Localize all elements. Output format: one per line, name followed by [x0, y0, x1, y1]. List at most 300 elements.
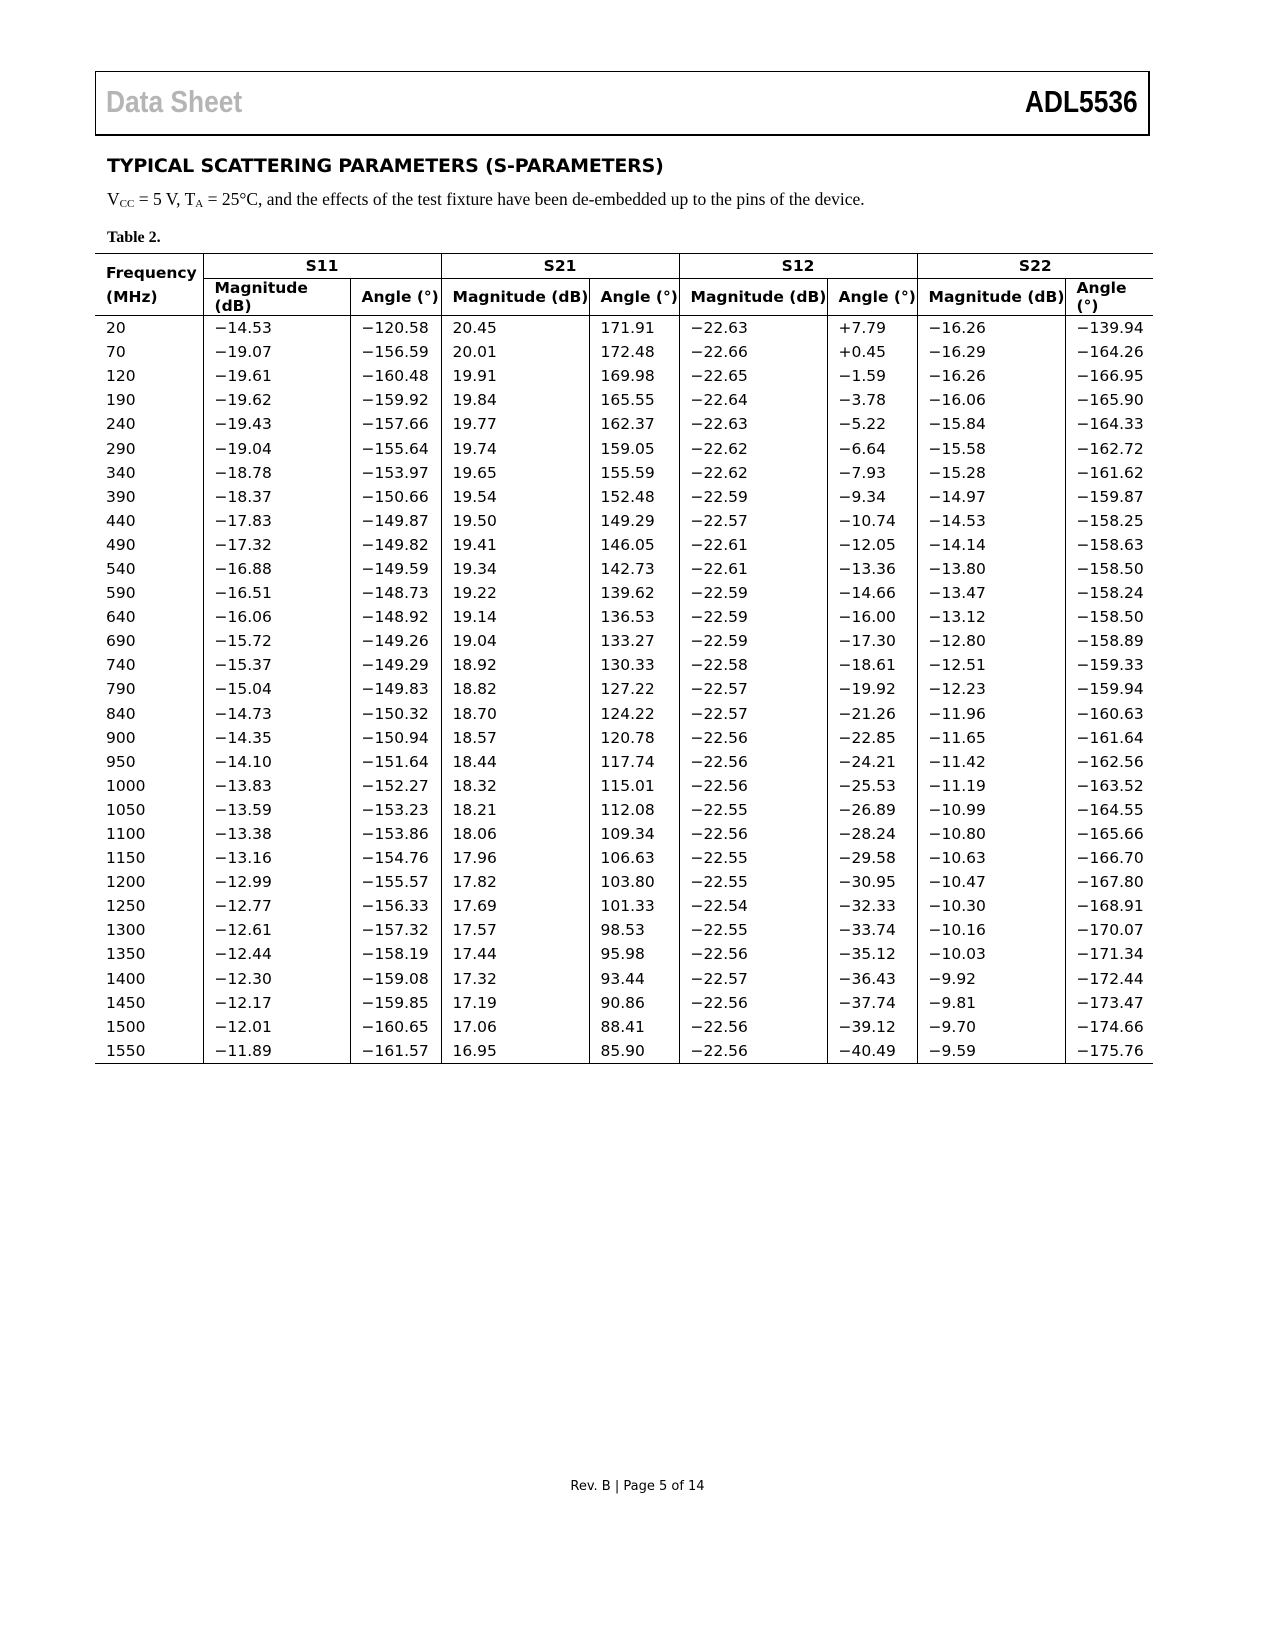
s22-magnitude-cell: −15.28: [917, 461, 1065, 485]
s11-angle-cell: −159.92: [350, 388, 441, 412]
s12-magnitude-cell: −22.62: [679, 461, 827, 485]
s22-angle-cell: −162.72: [1065, 436, 1153, 460]
s21-angle-cell: 88.41: [589, 1015, 679, 1039]
s12-angle-cell: −16.00: [827, 605, 917, 629]
s12-magnitude-cell: −22.63: [679, 316, 827, 341]
table-row: [95, 412, 1153, 436]
s21-magnitude-cell: 19.14: [441, 605, 589, 629]
s21-angle-cell: 127.22: [589, 677, 679, 701]
s21-angle-cell: 85.90: [589, 1039, 679, 1064]
s22-angle-cell: −164.55: [1065, 798, 1153, 822]
s22-angle-cell: −162.56: [1065, 750, 1153, 774]
s12-magnitude-cell: −22.55: [679, 798, 827, 822]
table-row: [95, 581, 1153, 605]
s21-magnitude-cell: 17.69: [441, 894, 589, 918]
s12-angle-cell: −33.74: [827, 918, 917, 942]
frequency-cell: 950: [106, 752, 136, 771]
header-doc-type: Data Sheet: [106, 84, 243, 119]
s12-magnitude-cell: −22.56: [679, 991, 827, 1015]
s11-angle-cell: −152.27: [350, 774, 441, 798]
s11-magnitude-cell: −13.83: [203, 774, 350, 798]
s22-angle-cell: −174.66: [1065, 1015, 1153, 1039]
s21-angle-cell: 109.34: [589, 822, 679, 846]
s22-angle-cell: −159.87: [1065, 485, 1153, 509]
group-header-s21: S21: [441, 254, 679, 279]
s12-magnitude-cell: −22.55: [679, 918, 827, 942]
s21-magnitude-cell: 17.82: [441, 870, 589, 894]
s11-magnitude-cell: −14.53: [203, 316, 350, 341]
s21-magnitude-cell: 19.41: [441, 533, 589, 557]
s12-angle-cell: −35.12: [827, 942, 917, 966]
frequency-cell: 840: [106, 704, 136, 723]
s21-angle-cell: 130.33: [589, 653, 679, 677]
s21-magnitude-cell: 17.57: [441, 918, 589, 942]
group-header-s22: S22: [917, 254, 1153, 279]
s12-magnitude-cell: −22.62: [679, 436, 827, 460]
s21-angle-cell: 95.98: [589, 942, 679, 966]
frequency-cell: 1450: [106, 993, 146, 1012]
s12-magnitude-header: Magnitude (dB): [679, 279, 827, 316]
frequency-header: [95, 254, 203, 316]
page-header: [95, 71, 1150, 136]
s12-magnitude-cell: −22.56: [679, 726, 827, 750]
s12-magnitude-cell: −22.55: [679, 870, 827, 894]
table-row: [95, 726, 1153, 750]
frequency-cell: 190: [106, 391, 136, 410]
s12-angle-cell: −26.89: [827, 798, 917, 822]
s11-magnitude-header: Magnitude (dB): [203, 279, 350, 316]
frequency-header-line1: Frequency: [106, 263, 197, 282]
table-row: [95, 967, 1153, 991]
s12-angle-cell: −40.49: [827, 1039, 917, 1064]
s21-angle-cell: 172.48: [589, 340, 679, 364]
s12-magnitude-cell: −22.57: [679, 677, 827, 701]
s22-angle-cell: −158.25: [1065, 509, 1153, 533]
s22-magnitude-cell: −9.59: [917, 1039, 1065, 1064]
s12-angle-cell: −21.26: [827, 702, 917, 726]
s21-angle-cell: 133.27: [589, 629, 679, 653]
s22-magnitude-cell: −14.97: [917, 485, 1065, 509]
frequency-cell: 540: [106, 559, 136, 578]
frequency-cell: 790: [106, 680, 136, 699]
s21-magnitude-cell: 18.44: [441, 750, 589, 774]
s11-magnitude-cell: −13.59: [203, 798, 350, 822]
s11-angle-cell: −156.59: [350, 340, 441, 364]
frequency-cell: 590: [106, 584, 136, 603]
group-header-s11: S11: [203, 254, 441, 279]
s21-angle-cell: 142.73: [589, 557, 679, 581]
s22-magnitude-cell: −12.23: [917, 677, 1065, 701]
s12-angle-cell: −7.93: [827, 461, 917, 485]
s21-angle-cell: 117.74: [589, 750, 679, 774]
s21-magnitude-cell: 16.95: [441, 1039, 589, 1064]
s22-magnitude-cell: −10.99: [917, 798, 1065, 822]
table-row: [95, 774, 1153, 798]
s11-angle-cell: −149.26: [350, 629, 441, 653]
s22-magnitude-cell: −9.70: [917, 1015, 1065, 1039]
s22-angle-cell: −167.80: [1065, 870, 1153, 894]
s22-magnitude-cell: −13.47: [917, 581, 1065, 605]
s21-angle-cell: 155.59: [589, 461, 679, 485]
frequency-cell: 120: [106, 367, 136, 386]
s12-angle-cell: −32.33: [827, 894, 917, 918]
s11-angle-cell: −159.08: [350, 967, 441, 991]
s21-magnitude-cell: 19.84: [441, 388, 589, 412]
table-row: [95, 629, 1153, 653]
s11-angle-cell: −159.85: [350, 991, 441, 1015]
table-row: [95, 1015, 1153, 1039]
s22-angle-cell: −159.33: [1065, 653, 1153, 677]
table-caption: Table 2.: [107, 229, 161, 246]
s11-magnitude-cell: −12.17: [203, 991, 350, 1015]
s21-magnitude-cell: 19.22: [441, 581, 589, 605]
s21-angle-cell: 165.55: [589, 388, 679, 412]
s22-magnitude-cell: −11.42: [917, 750, 1065, 774]
s11-angle-cell: −155.64: [350, 436, 441, 460]
s21-magnitude-cell: 17.44: [441, 942, 589, 966]
s11-angle-cell: −150.66: [350, 485, 441, 509]
s22-magnitude-cell: −10.47: [917, 870, 1065, 894]
s22-magnitude-cell: −16.26: [917, 364, 1065, 388]
s12-angle-cell: −19.92: [827, 677, 917, 701]
s11-magnitude-cell: −16.88: [203, 557, 350, 581]
table-row: [95, 918, 1153, 942]
s12-magnitude-cell: −22.56: [679, 1039, 827, 1064]
s22-magnitude-cell: −13.12: [917, 605, 1065, 629]
s11-magnitude-cell: −12.01: [203, 1015, 350, 1039]
s11-angle-cell: −158.19: [350, 942, 441, 966]
s12-angle-cell: +0.45: [827, 340, 917, 364]
frequency-header-line2: (MHz): [106, 287, 158, 306]
s11-angle-cell: −154.76: [350, 846, 441, 870]
s12-angle-cell: −5.22: [827, 412, 917, 436]
s22-angle-cell: −168.91: [1065, 894, 1153, 918]
s22-angle-cell: −158.89: [1065, 629, 1153, 653]
s22-magnitude-cell: −16.29: [917, 340, 1065, 364]
s21-angle-header: Angle (°): [589, 279, 679, 316]
s11-angle-cell: −149.82: [350, 533, 441, 557]
vcc-text: = 5 V, T: [134, 189, 196, 209]
s11-angle-cell: −151.64: [350, 750, 441, 774]
test-conditions: [107, 189, 865, 210]
s22-angle-cell: −163.52: [1065, 774, 1153, 798]
s11-magnitude-cell: −12.99: [203, 870, 350, 894]
s21-angle-cell: 115.01: [589, 774, 679, 798]
s21-magnitude-cell: 18.06: [441, 822, 589, 846]
frequency-cell: 1100: [106, 825, 146, 844]
s11-angle-cell: −153.23: [350, 798, 441, 822]
s21-angle-cell: 93.44: [589, 967, 679, 991]
s21-magnitude-cell: 19.74: [441, 436, 589, 460]
s22-angle-cell: −164.26: [1065, 340, 1153, 364]
table-row: [95, 846, 1153, 870]
s11-angle-cell: −150.94: [350, 726, 441, 750]
s21-angle-cell: 98.53: [589, 918, 679, 942]
table-row: [95, 316, 1153, 341]
table-row: [95, 702, 1153, 726]
frequency-cell: 640: [106, 608, 136, 627]
s11-magnitude-cell: −12.44: [203, 942, 350, 966]
s21-angle-cell: 169.98: [589, 364, 679, 388]
s22-magnitude-cell: −11.96: [917, 702, 1065, 726]
frequency-cell: 1200: [106, 873, 146, 892]
frequency-cell: 390: [106, 487, 136, 506]
s11-angle-cell: −160.48: [350, 364, 441, 388]
s21-magnitude-cell: 19.65: [441, 461, 589, 485]
s22-angle-cell: −159.94: [1065, 677, 1153, 701]
s11-magnitude-cell: −18.37: [203, 485, 350, 509]
frequency-cell: 70: [106, 343, 126, 362]
s12-magnitude-cell: −22.59: [679, 605, 827, 629]
s11-magnitude-cell: −17.83: [203, 509, 350, 533]
group-header-s12: S12: [679, 254, 917, 279]
s12-angle-cell: −37.74: [827, 991, 917, 1015]
s11-angle-cell: −155.57: [350, 870, 441, 894]
frequency-cell: 1550: [95, 1039, 203, 1064]
frequency-cell: 490: [106, 535, 136, 554]
s21-angle-cell: 162.37: [589, 412, 679, 436]
s12-magnitude-cell: −22.61: [679, 533, 827, 557]
frequency-cell: 340: [106, 463, 136, 482]
s22-angle-cell: −166.70: [1065, 846, 1153, 870]
s12-angle-cell: −29.58: [827, 846, 917, 870]
s22-magnitude-cell: −14.53: [917, 509, 1065, 533]
s11-magnitude-cell: −19.07: [203, 340, 350, 364]
s12-magnitude-cell: −22.66: [679, 340, 827, 364]
s21-magnitude-cell: 18.21: [441, 798, 589, 822]
s12-magnitude-cell: −22.56: [679, 774, 827, 798]
s12-angle-cell: −12.05: [827, 533, 917, 557]
s12-magnitude-cell: −22.59: [679, 581, 827, 605]
s22-magnitude-cell: −10.16: [917, 918, 1065, 942]
frequency-cell: 290: [106, 439, 136, 458]
s22-magnitude-cell: −10.30: [917, 894, 1065, 918]
s21-angle-cell: 112.08: [589, 798, 679, 822]
s11-magnitude-cell: −19.43: [203, 412, 350, 436]
s21-magnitude-cell: 19.04: [441, 629, 589, 653]
table-row: [95, 991, 1153, 1015]
table-row: [95, 750, 1153, 774]
table-row: [95, 894, 1153, 918]
s11-angle-cell: −153.86: [350, 822, 441, 846]
frequency-cell: 440: [106, 511, 136, 530]
vcc-label: V: [107, 189, 120, 209]
s12-angle-cell: −6.64: [827, 436, 917, 460]
table-row: [95, 461, 1153, 485]
s21-angle-cell: 103.80: [589, 870, 679, 894]
frequency-cell: 240: [106, 415, 136, 434]
s22-magnitude-cell: −10.03: [917, 942, 1065, 966]
s12-magnitude-cell: −22.55: [679, 846, 827, 870]
s21-angle-cell: 152.48: [589, 485, 679, 509]
s22-angle-cell: −158.50: [1065, 557, 1153, 581]
s11-angle-cell: −156.33: [350, 894, 441, 918]
vcc-subscript: CC: [119, 198, 135, 210]
table-row: [95, 870, 1153, 894]
table-row: [95, 533, 1153, 557]
s21-angle-cell: 139.62: [589, 581, 679, 605]
s22-magnitude-cell: −10.63: [917, 846, 1065, 870]
s12-magnitude-cell: −22.63: [679, 412, 827, 436]
s12-magnitude-cell: −22.65: [679, 364, 827, 388]
s12-angle-cell: −3.78: [827, 388, 917, 412]
table-row: [95, 509, 1153, 533]
s12-angle-cell: −24.21: [827, 750, 917, 774]
table-row: [95, 677, 1153, 701]
s12-angle-cell: −17.30: [827, 629, 917, 653]
s22-magnitude-cell: −15.58: [917, 436, 1065, 460]
s12-angle-cell: −1.59: [827, 364, 917, 388]
s22-angle-cell: −164.33: [1065, 412, 1153, 436]
s11-magnitude-cell: −14.35: [203, 726, 350, 750]
s21-magnitude-cell: 17.32: [441, 967, 589, 991]
s21-angle-cell: 124.22: [589, 702, 679, 726]
s12-angle-cell: −10.74: [827, 509, 917, 533]
frequency-cell: 1050: [106, 800, 146, 819]
s22-angle-cell: −161.64: [1065, 726, 1153, 750]
s11-angle-cell: −149.29: [350, 653, 441, 677]
s11-angle-cell: −148.92: [350, 605, 441, 629]
s12-angle-cell: −30.95: [827, 870, 917, 894]
s22-angle-cell: −173.47: [1065, 991, 1153, 1015]
s22-angle-cell: −175.76: [1065, 1039, 1153, 1064]
s12-angle-header: Angle (°): [827, 279, 917, 316]
s-parameter-table: [95, 253, 1153, 1064]
s21-magnitude-cell: 19.91: [441, 364, 589, 388]
s11-magnitude-cell: −11.89: [203, 1039, 350, 1064]
conditions-text: = 25°C, and the effects of the test fixture have been de-embedded up to the pins of the device.: [203, 189, 865, 209]
s22-angle-cell: −139.94: [1065, 316, 1153, 341]
s21-magnitude-cell: 19.54: [441, 485, 589, 509]
s21-angle-cell: 136.53: [589, 605, 679, 629]
s22-magnitude-cell: −9.92: [917, 967, 1065, 991]
s12-angle-cell: −9.34: [827, 485, 917, 509]
s12-magnitude-cell: −22.57: [679, 509, 827, 533]
s11-magnitude-cell: −18.78: [203, 461, 350, 485]
table-row: [95, 653, 1153, 677]
s21-magnitude-cell: 18.57: [441, 726, 589, 750]
s12-angle-cell: +7.79: [827, 316, 917, 341]
s22-angle-cell: −158.63: [1065, 533, 1153, 557]
table-row: [95, 942, 1153, 966]
s22-magnitude-cell: −11.19: [917, 774, 1065, 798]
s21-magnitude-cell: 19.77: [441, 412, 589, 436]
s21-magnitude-cell: 19.50: [441, 509, 589, 533]
s11-angle-cell: −149.87: [350, 509, 441, 533]
s12-magnitude-cell: −22.58: [679, 653, 827, 677]
s21-magnitude-cell: 18.92: [441, 653, 589, 677]
table-row: [95, 1039, 1153, 1064]
s11-magnitude-cell: −15.72: [203, 629, 350, 653]
s12-magnitude-cell: −22.54: [679, 894, 827, 918]
table-row: [95, 388, 1153, 412]
s12-angle-cell: −18.61: [827, 653, 917, 677]
s11-magnitude-cell: −13.38: [203, 822, 350, 846]
s22-magnitude-cell: −10.80: [917, 822, 1065, 846]
s11-angle-cell: −153.97: [350, 461, 441, 485]
s12-angle-cell: −14.66: [827, 581, 917, 605]
table-row: [95, 364, 1153, 388]
s11-angle-cell: −149.59: [350, 557, 441, 581]
s12-angle-cell: −13.36: [827, 557, 917, 581]
s11-magnitude-cell: −12.61: [203, 918, 350, 942]
table-row: [95, 485, 1153, 509]
s11-magnitude-cell: −19.04: [203, 436, 350, 460]
frequency-cell: 740: [106, 656, 136, 675]
s11-magnitude-cell: −17.32: [203, 533, 350, 557]
s21-magnitude-cell: 17.19: [441, 991, 589, 1015]
table-row: [95, 557, 1153, 581]
table-row: [95, 822, 1153, 846]
s12-angle-cell: −36.43: [827, 967, 917, 991]
s22-angle-cell: −165.66: [1065, 822, 1153, 846]
s11-angle-header: Angle (°): [350, 279, 441, 316]
s21-magnitude-cell: 18.32: [441, 774, 589, 798]
s22-magnitude-cell: −9.81: [917, 991, 1065, 1015]
s22-magnitude-header: Magnitude (dB): [917, 279, 1065, 316]
s22-angle-cell: −172.44: [1065, 967, 1153, 991]
s21-magnitude-cell: 19.34: [441, 557, 589, 581]
s21-magnitude-header: Magnitude (dB): [441, 279, 589, 316]
s22-magnitude-cell: −12.80: [917, 629, 1065, 653]
s12-angle-cell: −22.85: [827, 726, 917, 750]
s12-magnitude-cell: −22.56: [679, 942, 827, 966]
s11-angle-cell: −150.32: [350, 702, 441, 726]
s22-angle-cell: −161.62: [1065, 461, 1153, 485]
s11-magnitude-cell: −14.73: [203, 702, 350, 726]
s21-angle-cell: 120.78: [589, 726, 679, 750]
s12-magnitude-cell: −22.59: [679, 485, 827, 509]
s22-angle-header: Angle (°): [1065, 279, 1153, 316]
s12-magnitude-cell: −22.56: [679, 822, 827, 846]
frequency-cell: 1500: [106, 1017, 146, 1036]
s12-angle-cell: −39.12: [827, 1015, 917, 1039]
s21-magnitude-cell: 18.70: [441, 702, 589, 726]
s21-angle-cell: 106.63: [589, 846, 679, 870]
s11-magnitude-cell: −14.10: [203, 750, 350, 774]
s12-magnitude-cell: −22.59: [679, 629, 827, 653]
s11-angle-cell: −160.65: [350, 1015, 441, 1039]
s22-magnitude-cell: −14.14: [917, 533, 1065, 557]
ta-subscript: A: [195, 198, 204, 210]
s21-angle-cell: 159.05: [589, 436, 679, 460]
s12-magnitude-cell: −22.56: [679, 1015, 827, 1039]
s11-angle-cell: −157.66: [350, 412, 441, 436]
s21-angle-cell: 90.86: [589, 991, 679, 1015]
s22-angle-cell: −171.34: [1065, 942, 1153, 966]
s12-magnitude-cell: −22.57: [679, 967, 827, 991]
s11-angle-cell: −157.32: [350, 918, 441, 942]
s12-magnitude-cell: −22.56: [679, 750, 827, 774]
table-body: [95, 316, 1153, 1064]
s22-magnitude-cell: −16.06: [917, 388, 1065, 412]
frequency-cell: 1300: [106, 921, 146, 940]
s11-angle-cell: −120.58: [350, 316, 441, 341]
table-row: [95, 798, 1153, 822]
s12-magnitude-cell: −22.61: [679, 557, 827, 581]
s11-magnitude-cell: −19.61: [203, 364, 350, 388]
s21-magnitude-cell: 20.01: [441, 340, 589, 364]
s12-magnitude-cell: −22.57: [679, 702, 827, 726]
frequency-cell: 690: [106, 632, 136, 651]
s21-magnitude-cell: 20.45: [441, 316, 589, 341]
s22-magnitude-cell: −11.65: [917, 726, 1065, 750]
header-part-number: ADL5536: [1025, 84, 1138, 119]
s22-angle-cell: −170.07: [1065, 918, 1153, 942]
s22-magnitude-cell: −12.51: [917, 653, 1065, 677]
s21-angle-cell: 171.91: [589, 316, 679, 341]
s21-angle-cell: 146.05: [589, 533, 679, 557]
